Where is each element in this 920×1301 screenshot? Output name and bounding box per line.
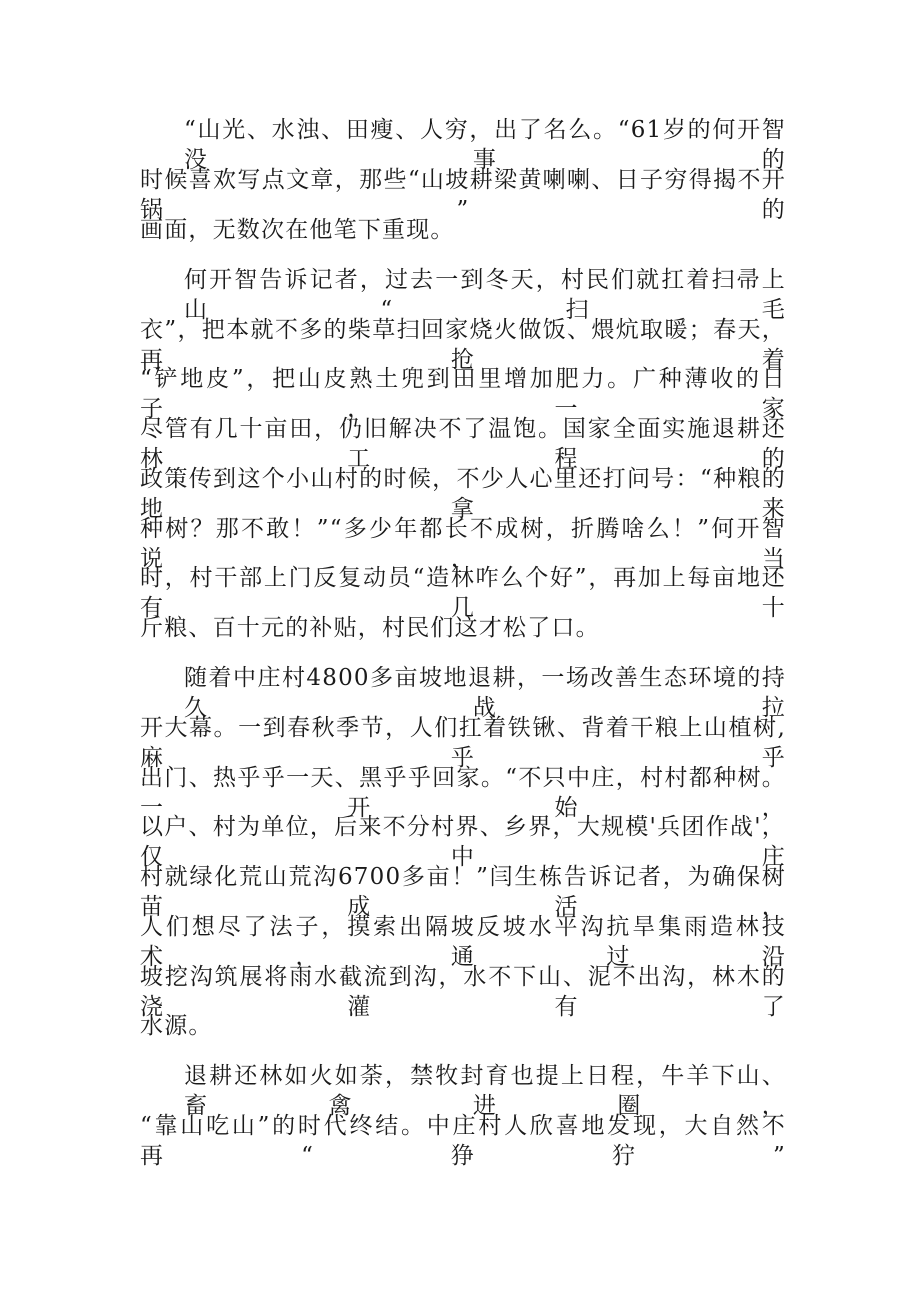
text-line: 画面，无数次在他笔下重现。 bbox=[140, 217, 455, 243]
text-line: 以户、村为单位，后来不分村界、乡界，大规模'兵团作战'，仅中庄 bbox=[140, 814, 786, 870]
text-line: 何开智告诉记者，过去一到冬天，村民们就扛着扫帚上山“扫毛 bbox=[184, 267, 786, 323]
text-line: “山光、水浊、田瘦、人穷，出了名么。“61岁的何开智没事的 bbox=[184, 117, 786, 173]
text-line: 坡挖沟筑展将雨水截流到沟，水不下山、泥不出沟，林木的浇灌有了 bbox=[140, 964, 786, 1020]
text-line: 时候喜欢写点文章，那些“山坡耕梁黄喇喇、日子穷得揭不开锅”的 bbox=[140, 167, 786, 223]
text-line: 种树？那不敢！”“多少年都长不成树，折腾啥么！”何开智说，当 bbox=[140, 516, 786, 572]
text-line: 尽管有几十亩田，仍旧解决不了温饱。国家全面实施退耕还林工程的 bbox=[140, 416, 786, 472]
text-line: 政策传到这个小山村的时候，不少人心里还打问号：“种粮的地拿来 bbox=[140, 466, 786, 522]
text-line: 退耕还林如火如荼，禁牧封育也提上日程，牛羊下山、畜禽进圈， bbox=[184, 1063, 786, 1119]
text-line: 衣”，把本就不多的柴草扫回家烧火做饭、煨炕取暖；春天，再抢着 bbox=[140, 317, 786, 373]
text-line: 时，村干部上门反复动员“造林咋么个好”，再加上每亩地还有几十 bbox=[140, 565, 786, 621]
text-line: 开大幕。一到春秋季节，人们扛着铁锹、背着干粮上山植树,麻乎乎 bbox=[140, 715, 786, 771]
text-line: “靠山吃山”的时代终结。中庄村人欣喜地发现，大自然不再“狰狞” bbox=[140, 1113, 786, 1169]
text-line: “铲地皮”，把山皮熟土兜到田里增加肥力。广种薄收的日子，一家 bbox=[140, 366, 786, 422]
text-line: 村就绿化荒山荒沟6700多亩！”闫生栋告诉记者，为确保树苗成活， bbox=[140, 864, 786, 920]
text-line: 水源。 bbox=[140, 1013, 213, 1039]
text-line: 出门、热乎乎一天、黑乎乎回家。“不只中庄，村村都种树。一开始， bbox=[140, 765, 786, 821]
text-line: 斤粮、百十元的补贴，村民们这才松了口。 bbox=[140, 615, 600, 641]
text-line: 随着中庄村4800多亩坡地退耕，一场改善生态环境的持久战拉 bbox=[184, 665, 786, 721]
text-line: 人们想尽了法子，摸索出隔坡反坡水平沟抗旱集雨造林技术，通过沿 bbox=[140, 914, 786, 970]
